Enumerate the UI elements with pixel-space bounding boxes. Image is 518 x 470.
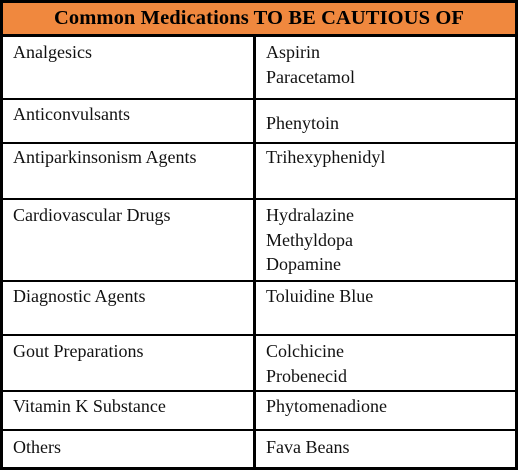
category-label: Others <box>13 437 61 457</box>
drug-name: Phenytoin <box>266 113 340 133</box>
category-label: Diagnostic Agents <box>13 286 146 306</box>
row-divider <box>3 142 515 144</box>
row-divider <box>3 334 515 336</box>
category-cell <box>13 145 197 170</box>
drug-name: Aspirin <box>266 42 320 62</box>
drug-cell <box>266 203 354 277</box>
drug-cell <box>266 111 339 136</box>
drug-cell <box>266 284 373 309</box>
drug-name: Probenecid <box>266 365 347 386</box>
drug-name: Dopamine <box>266 254 341 274</box>
drug-name: Fava Beans <box>266 437 350 457</box>
category-label: Vitamin K Substance <box>13 396 166 416</box>
drug-cell <box>266 394 387 419</box>
row-divider <box>3 390 515 392</box>
category-label: Gout Preparations <box>13 341 144 361</box>
drug-name: Colchicine <box>266 341 344 361</box>
drug-name: Phytomenadione <box>266 396 387 416</box>
category-label: Anticonvulsants <box>13 104 130 124</box>
category-cell <box>13 435 61 460</box>
column-divider <box>253 37 256 467</box>
row-divider <box>3 198 515 200</box>
drug-cell <box>266 40 355 89</box>
category-cell <box>13 102 130 127</box>
category-label: Antiparkinsonism Agents <box>13 147 197 167</box>
row-divider <box>3 429 515 431</box>
drug-cell <box>266 145 385 170</box>
category-cell <box>13 394 166 419</box>
drug-name: Methyldopa <box>266 229 353 250</box>
row-divider <box>3 98 515 100</box>
category-cell <box>13 339 143 364</box>
drug-cell <box>266 339 347 388</box>
category-label: Analgesics <box>13 42 92 62</box>
category-label: Cardiovascular Drugs <box>13 205 171 225</box>
category-cell <box>13 40 92 65</box>
drug-name: Hydralazine <box>266 205 354 225</box>
drug-cell <box>266 435 349 460</box>
drug-name: Paracetamol <box>266 66 355 87</box>
category-cell <box>13 203 170 228</box>
category-cell <box>13 284 146 309</box>
drug-name: Toluidine Blue <box>266 286 374 306</box>
table-title: Common Medications TO BE CAUTIOUS OF <box>3 3 515 37</box>
row-divider <box>3 280 515 282</box>
drug-name: Trihexyphenidyl <box>266 147 386 167</box>
